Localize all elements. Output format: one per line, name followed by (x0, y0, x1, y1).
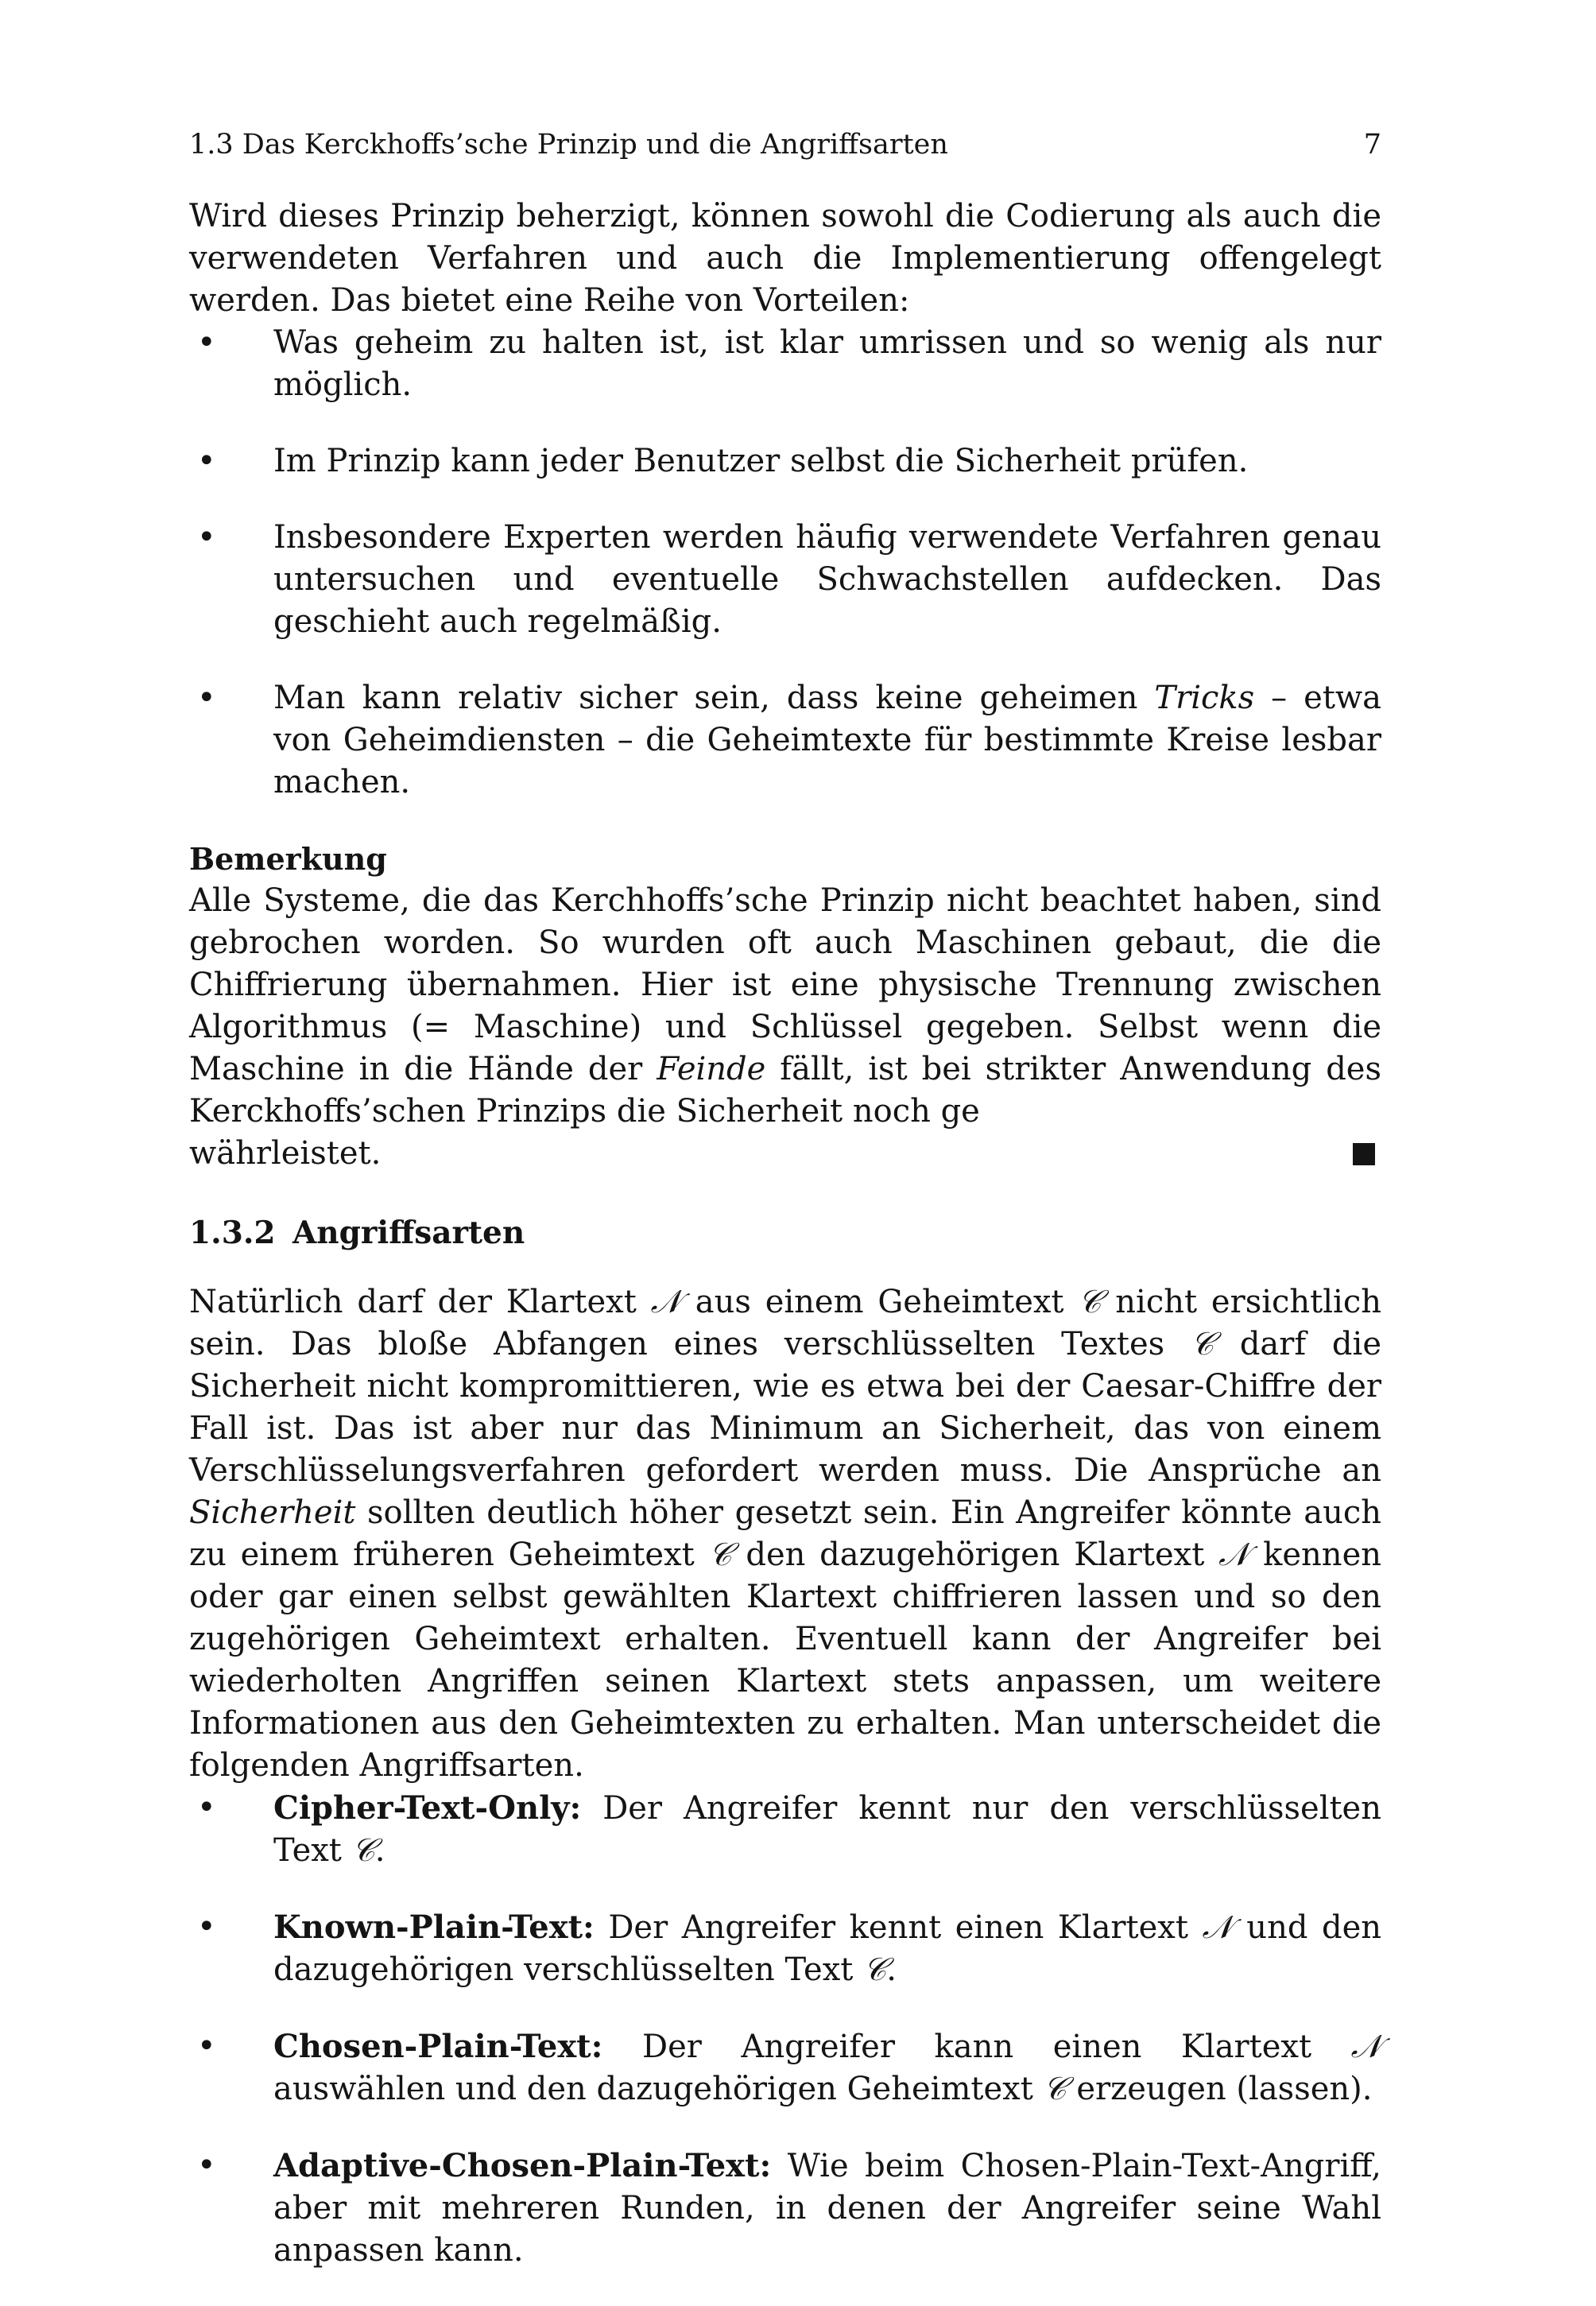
symbol-C: 𝒞 (708, 1537, 732, 1573)
section-title: Angriffsarten (292, 1215, 525, 1251)
end-of-proof-square-icon (1353, 1143, 1375, 1165)
attack-types-list (189, 1787, 1381, 2272)
intro-paragraph: Wird dieses Prinzip beherzigt, können sowohl die Codierung als auch die verwendeten Verfahren und auch die Implementierung offengelegt werden. Das bietet eine Reihe von Vorteilen: (189, 198, 1381, 319)
text-run: Der Angreifer kennt einen Klartext (594, 1909, 1203, 1946)
text-run: . (886, 1951, 897, 1988)
list-item-text (273, 680, 1381, 800)
remark-paragraph (189, 880, 1381, 1133)
list-item (189, 2145, 1381, 2272)
bullet-icon: • (197, 519, 216, 556)
text-run: Der Angreifer kennt nur den verschlüsselten Text (273, 1790, 1381, 1869)
bullet-icon: • (197, 324, 216, 361)
symbol-N: 𝒩 (1350, 2029, 1381, 2065)
attack-term: Cipher-Text-Only: (273, 1789, 582, 1827)
list-item-text: Was geheim zu halten ist, ist klar umrissen und so wenig als nur möglich. (273, 324, 1381, 403)
text-run: aus einem Geheimtext (680, 1284, 1079, 1320)
text-run: fällt, ist bei strikter Anwendung des Kerckhoffs’schen Prinzips die Sicherheit noch ge (189, 1051, 1382, 1130)
list-item (189, 322, 1381, 406)
list-item (189, 517, 1381, 643)
text-run: erzeugen (lassen). (1066, 2071, 1373, 2107)
symbol-C: 𝒞 (1190, 1326, 1214, 1362)
list-item (189, 1787, 1381, 1872)
bullet-icon: • (197, 1909, 216, 1945)
list-item-text (273, 2148, 1381, 2269)
advantages-list (189, 322, 1381, 804)
text-run: Man kann relativ sicher sein, dass keine geheimen (273, 680, 1155, 716)
text-run: darf die Sicherheit nicht kompromittieren, wie es etwa bei der Caesar-Chiffre der Fall ist. Das ist aber nur das Minimum an Sicherheit, das von einem Verschlüsselungsverfahren gefordert werden muss. Die Ansprüche an (189, 1326, 1381, 1489)
symbol-N: 𝒩 (650, 1284, 681, 1320)
text-run: den dazugehörigen Klartext (731, 1537, 1219, 1573)
bullet-icon: • (197, 2147, 216, 2184)
symbol-N: 𝒩 (1202, 1909, 1233, 1946)
bullet-icon: • (197, 680, 216, 716)
text-run: – etwa von Geheimdiensten – die Geheimtexte für bestimmte Kreise lesbar machen. (273, 680, 1381, 800)
attacks-intro-paragraph (189, 1281, 1381, 1787)
text-run: Alle Systeme, die das Kerchhoffs’sche Prinzip nicht beachtet haben, sind gebrochen worden. So wurden oft auch Maschinen gebaut, die die Chiffrierung übernahmen. Hier ist eine physische Trennung zwischen Algorithmus (= Maschine) und Schlüssel gegeben. Selbst wenn die Maschine in die Hände der (189, 882, 1381, 1087)
remark-title: Bemerkung (189, 841, 387, 877)
list-item-text (273, 1790, 1381, 1869)
text-run: Natürlich darf der Klartext (189, 1284, 651, 1320)
bullet-icon: • (197, 443, 216, 479)
italic-term: Sicherheit (189, 1494, 356, 1531)
list-item-text (273, 1909, 1381, 1988)
symbol-C: 𝒞 (1078, 1284, 1102, 1320)
header-section-title: 1.3 Das Kerckhoffs’sche Prinzip und die Angriffsarten (189, 129, 948, 161)
text-run: sollten deutlich höher gesetzt sein. Ein Angreifer könnte auch zu einem früheren Geheimtext (189, 1494, 1381, 1573)
running-header (189, 127, 1381, 162)
text-run: Wie beim Chosen-Plain-Text-Angriff, aber mit mehreren Runden, in denen der Angreifer seine Wahl anpassen kann. (273, 2148, 1381, 2269)
section-number: 1.3.2 (189, 1215, 276, 1251)
list-item (189, 440, 1381, 483)
text-run: kennen oder gar einen selbst gewählten Klartext chiffrieren lassen und so den zugehörigen Geheimtext erhalten. Eventuell kann der Angreifer bei wiederholten Angriffen seinen Klartext stets anpassen, um weitere Informationen aus den Geheimtexten zu erhalten. Man unterscheidet die folgenden Angriffsarten. (189, 1537, 1382, 1784)
section-heading (189, 1213, 1381, 1253)
italic-term: Tricks (1154, 680, 1255, 716)
book-page (189, 127, 1381, 2306)
symbol-C: 𝒞 (863, 1951, 887, 1988)
text-run: . (374, 1832, 385, 1869)
text-run: auswählen und den dazugehörigen Geheimtext (273, 2071, 1044, 2107)
list-item-text: Im Prinzip kann jeder Benutzer selbst die Sicherheit prüfen. (273, 443, 1249, 479)
list-item-text (273, 2029, 1381, 2107)
attack-term: Known-Plain-Text: (273, 1909, 595, 1946)
page-number: 7 (1363, 129, 1381, 161)
symbol-N: 𝒩 (1218, 1537, 1249, 1573)
remark-last-word: währleistet. (189, 1135, 382, 1172)
text-run: Der Angreifer kann einen Klartext (602, 2029, 1351, 2065)
bullet-icon: • (197, 2028, 216, 2064)
list-item-text: Insbesondere Experten werden häufig verwendete Verfahren genau untersuchen und eventuelle Schwachstellen aufdecken. Das geschieht auch regelmäßig. (273, 519, 1381, 640)
remark-last-line (189, 1133, 1381, 1175)
italic-term: Feinde (657, 1051, 766, 1087)
text-run: und den dazugehörigen verschlüsselten Text (273, 1909, 1381, 1988)
list-item (189, 2025, 1381, 2110)
attack-term: Chosen-Plain-Text: (273, 2028, 603, 2065)
list-item (189, 1906, 1381, 1991)
list-item (189, 677, 1381, 804)
text-run: nicht ersichtlich sein. Das bloße Abfangen eines verschlüsselten Textes (189, 1284, 1382, 1362)
symbol-C: 𝒞 (351, 1832, 375, 1869)
bullet-icon: • (197, 1789, 216, 1826)
symbol-C: 𝒞 (1043, 2071, 1067, 2107)
attack-term: Adaptive-Chosen-Plain-Text: (273, 2147, 772, 2184)
